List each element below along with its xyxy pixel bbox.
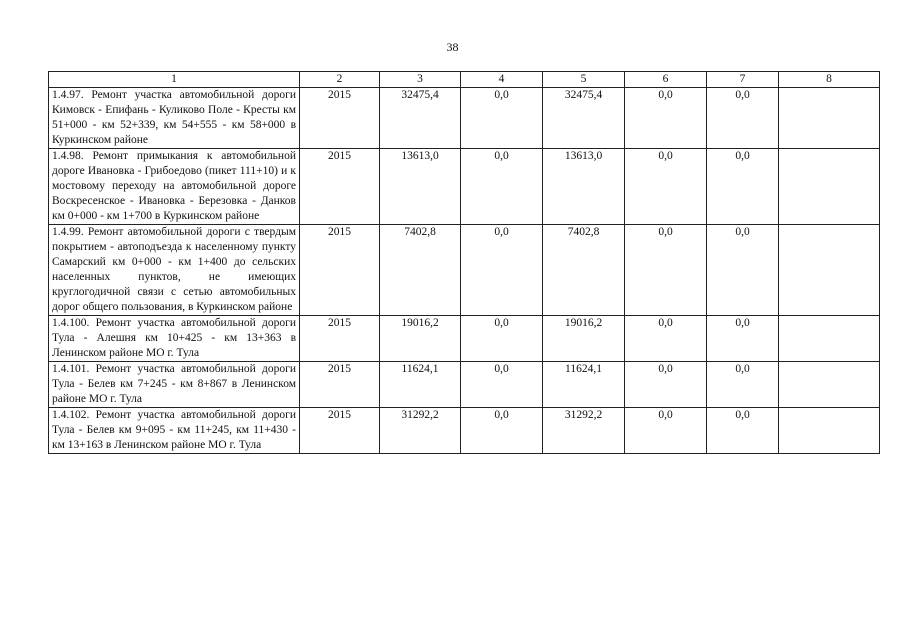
header-col-6: 6 [625, 72, 707, 88]
row-col-3: 32475,4 [380, 88, 461, 149]
row-col-6: 0,0 [625, 362, 707, 408]
table-row [49, 316, 880, 362]
row-col-7: 0,0 [707, 88, 779, 149]
row-col-8 [779, 149, 880, 225]
row-col-3: 31292,2 [380, 408, 461, 454]
header-col-4: 4 [461, 72, 543, 88]
header-col-1: 1 [49, 72, 300, 88]
header-col-8: 8 [779, 72, 880, 88]
row-year: 2015 [300, 362, 380, 408]
row-col-4: 0,0 [461, 362, 543, 408]
row-col-3: 11624,1 [380, 362, 461, 408]
row-year: 2015 [300, 225, 380, 316]
table-row [49, 408, 880, 454]
row-col-6: 0,0 [625, 408, 707, 454]
row-col-4: 0,0 [461, 149, 543, 225]
row-col-4: 0,0 [461, 225, 543, 316]
header-col-2: 2 [300, 72, 380, 88]
program-table [48, 71, 880, 454]
row-col-3: 13613,0 [380, 149, 461, 225]
row-year: 2015 [300, 408, 380, 454]
row-col-7: 0,0 [707, 408, 779, 454]
row-col-8 [779, 408, 880, 454]
row-col-6: 0,0 [625, 225, 707, 316]
row-col-5: 32475,4 [543, 88, 625, 149]
row-year: 2015 [300, 149, 380, 225]
table-row [49, 149, 880, 225]
row-col-7: 0,0 [707, 316, 779, 362]
row-description: 1.4.97. Ремонт участка автомобильной дороги Кимовск - Епифань - Куликово Поле - Кресты км 51+000 - км 52+339, км 54+555 - км 58+000 в Куркинском районе [49, 88, 300, 149]
row-col-8 [779, 88, 880, 149]
row-col-7: 0,0 [707, 149, 779, 225]
header-col-7: 7 [707, 72, 779, 88]
row-col-5: 19016,2 [543, 316, 625, 362]
header-col-3: 3 [380, 72, 461, 88]
row-col-7: 0,0 [707, 225, 779, 316]
row-col-5: 7402,8 [543, 225, 625, 316]
row-description: 1.4.99. Ремонт автомобильной дороги с твердым покрытием - автоподъезда к населенному пункту Самарский км 0+000 - км 1+400 до сельских населенных пунктов, не имеющих круглогодичной связи с сетью автомобильных дорог общего пользования, в Куркинском районе [49, 225, 300, 316]
row-col-6: 0,0 [625, 149, 707, 225]
row-col-7: 0,0 [707, 362, 779, 408]
row-col-4: 0,0 [461, 408, 543, 454]
row-col-5: 11624,1 [543, 362, 625, 408]
row-col-8 [779, 362, 880, 408]
row-col-6: 0,0 [625, 316, 707, 362]
row-col-8 [779, 225, 880, 316]
header-row [49, 72, 880, 88]
header-col-5: 5 [543, 72, 625, 88]
table-row [49, 362, 880, 408]
page-number: 38 [446, 40, 459, 54]
row-year: 2015 [300, 88, 380, 149]
row-col-3: 19016,2 [380, 316, 461, 362]
row-col-4: 0,0 [461, 88, 543, 149]
row-description: 1.4.101. Ремонт участка автомобильной дороги Тула - Белев км 7+245 - км 8+867 в Ленинском районе МО г. Тула [49, 362, 300, 408]
row-col-8 [779, 316, 880, 362]
row-col-4: 0,0 [461, 316, 543, 362]
table-row [49, 88, 880, 149]
row-col-5: 13613,0 [543, 149, 625, 225]
row-year: 2015 [300, 316, 380, 362]
row-col-6: 0,0 [625, 88, 707, 149]
row-col-5: 31292,2 [543, 408, 625, 454]
row-col-3: 7402,8 [380, 225, 461, 316]
table-row [49, 225, 880, 316]
row-description: 1.4.98. Ремонт примыкания к автомобильной дороге Ивановка - Грибоедово (пикет 111+10) и к мостовому переходу на автомобильной дороге Воскресенское - Ивановка - Березовка - Данков км 0+000 - км 1+700 в Куркинском районе [49, 149, 300, 225]
row-description: 1.4.102. Ремонт участка автомобильной дороги Тула - Белев км 9+095 - км 11+245, км 11+430 - км 13+163 в Ленинском районе МО г. Тула [49, 408, 300, 454]
row-description: 1.4.100. Ремонт участка автомобильной дороги Тула - Алешня км 10+425 - км 13+363 в Ленинском районе МО г. Тула [49, 316, 300, 362]
